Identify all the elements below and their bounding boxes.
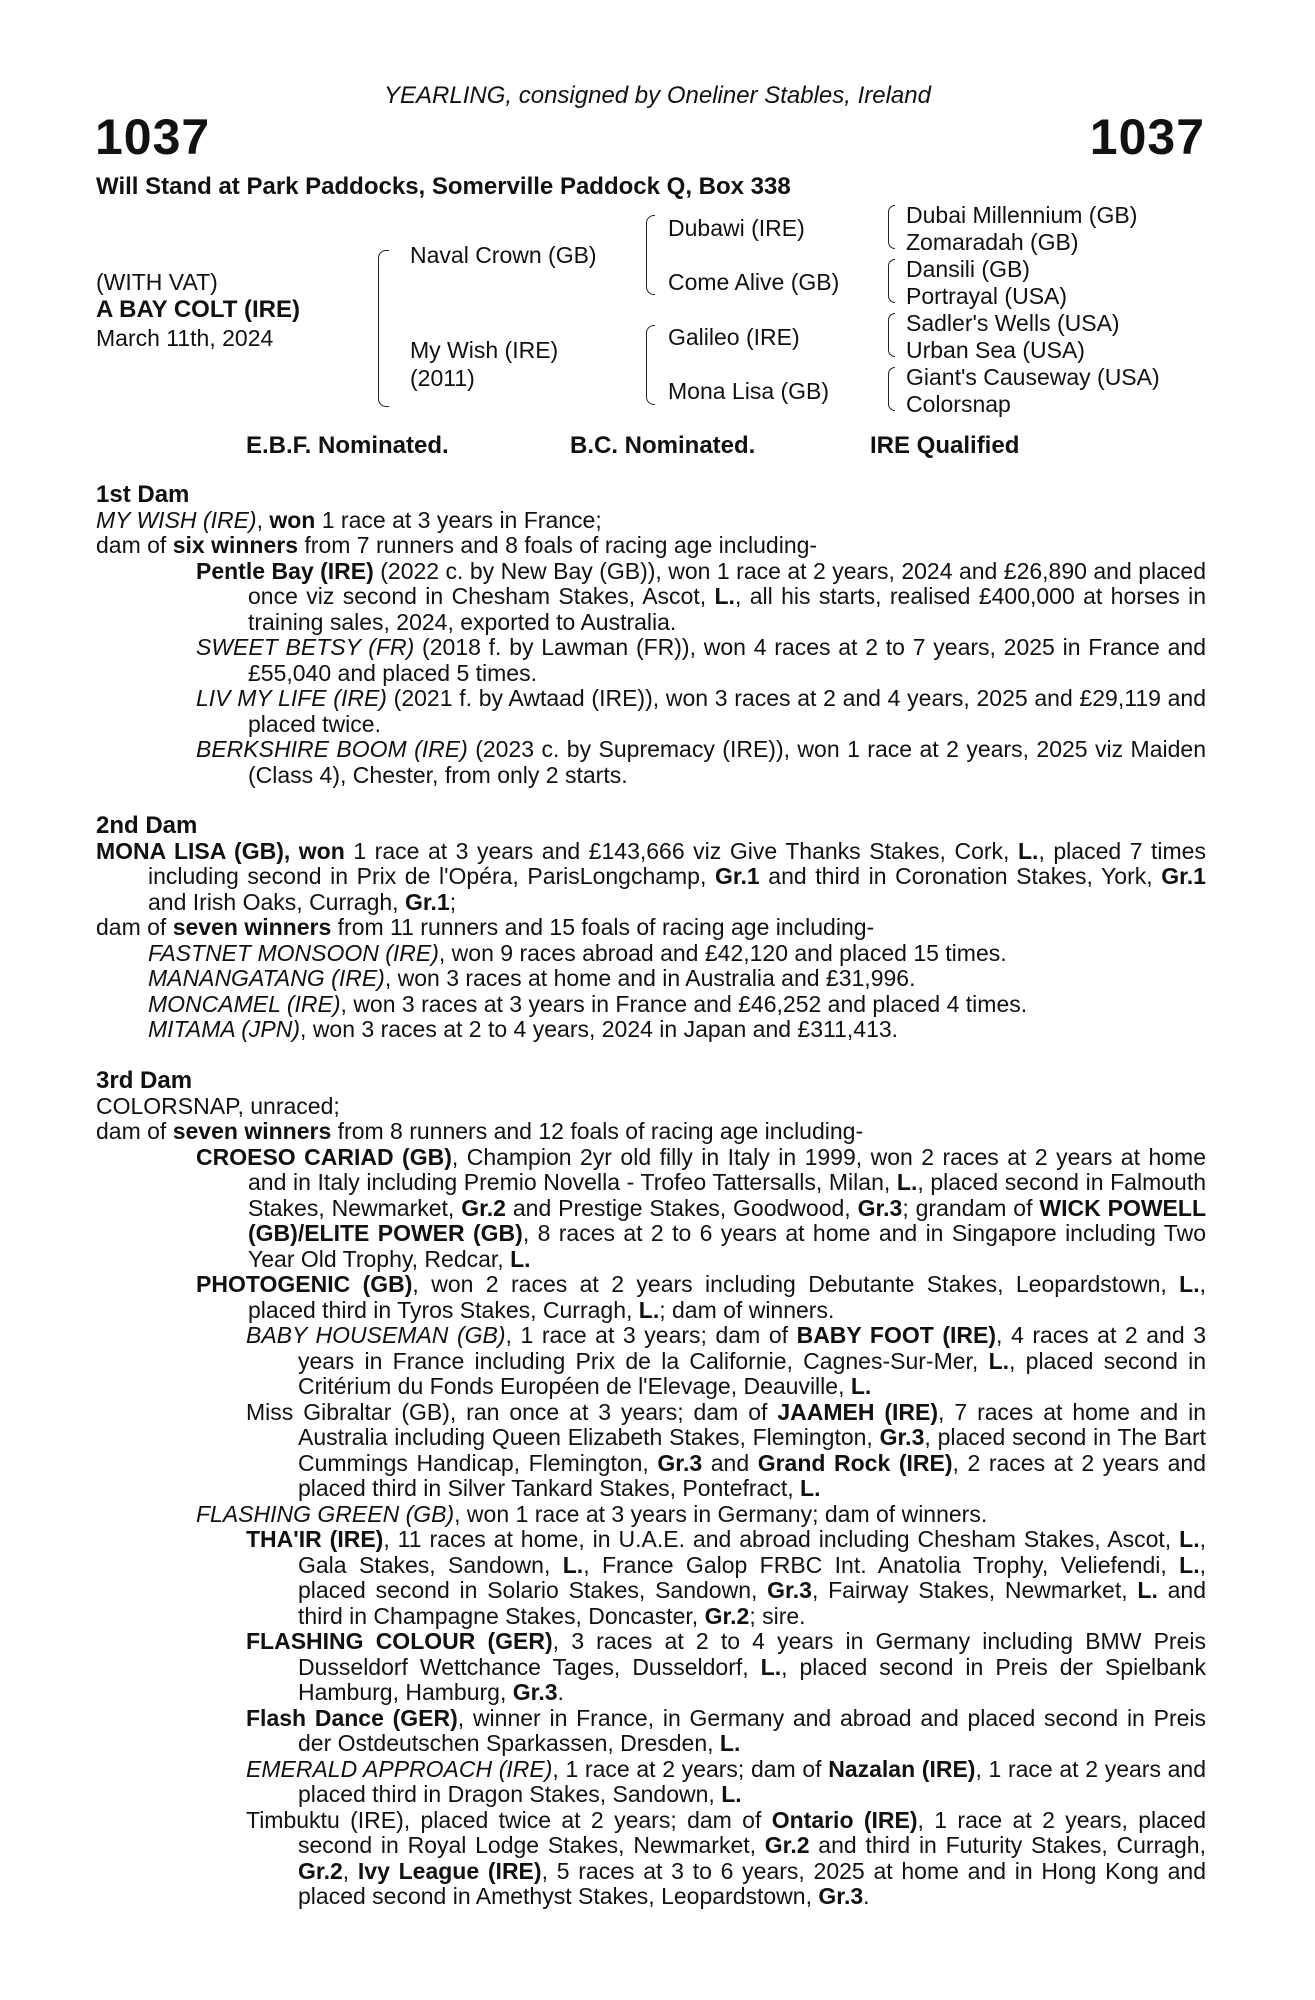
second-dam-produce-line: dam of seven winners from 11 runners and 15 foals of racing age including-: [96, 914, 875, 940]
gen3-8: Colorsnap: [906, 391, 1011, 417]
granddam-dam: Mona Lisa (GB): [668, 378, 830, 404]
gen3-5: Sadler's Wells (USA): [906, 310, 1120, 336]
produce-entry: Flash Dance (GER), winner in France, in Germany and abroad and placed second in Preis der Ostdeutschen Sparkassen, Dresden, L.: [246, 1704, 1207, 1756]
dam-year: (2011): [410, 365, 475, 391]
third-dam-summary: COLORSNAP, unraced;: [96, 1092, 340, 1119]
vat-label: (WITH VAT): [96, 269, 218, 295]
lot-number-left: 1037: [95, 109, 211, 165]
second-dam-section: [96, 813, 1206, 1043]
dam-name: My Wish (IRE): [410, 337, 559, 363]
produce-entry: THA'IR (IRE), 11 races at home, in U.A.E. and abroad including Chesham Stakes, Ascot, L., Gala Stakes, Sandown, L., France Galop FRBC Int. Anatolia Trophy, Veliefendi, L., placed second in Solario Stakes, Sandown, Gr.3, Fairway Stakes, Newmarket, L. and third in Champagne Stakes, Doncaster, Gr.2; sire.: [246, 1526, 1207, 1629]
produce-entry: Miss Gibraltar (GB), ran once at 3 years; dam of JAAMEH (IRE), 7 races at home and in Australia including Queen Elizabeth Stakes, Flemington, Gr.3, placed second in The Bart Cummings Handicap, Flemington, Gr.3 and Grand Rock (IRE), 2 races at 2 years and placed third in Silver Tankard Stakes, Pontefract, L.: [246, 1398, 1207, 1501]
produce-entry: FLASHING COLOUR (GER), 3 races at 2 to 4 years in Germany including BMW Preis Dusseldorf Wettchance Tages, Dusseldorf, L., placed second in Preis der Spielbank Hamburg, Hamburg, Gr.3.: [246, 1628, 1206, 1705]
first-dam-section: [96, 482, 1206, 788]
granddam-sire: Come Alive (GB): [668, 269, 840, 295]
second-dam-heading: 2nd Dam: [96, 812, 198, 839]
produce-entry: SWEET BETSY (FR) (2018 f. by Lawman (FR)), won 4 races at 2 to 7 years, 2025 in France and £55,040 and placed 5 times.: [196, 634, 1206, 686]
gen3-6: Urban Sea (USA): [906, 337, 1085, 363]
foaled-date: March 11th, 2024: [96, 325, 274, 351]
produce-entry: Timbuktu (IRE), placed twice at 2 years; dam of Ontario (IRE), 1 race at 2 years, placed second in Royal Lodge Stakes, Newmarket, Gr.2 and third in Futurity Stakes, Curragh, Gr.2, Ivy League (IRE), 5 races at 3 to 6 years, 2025 at home and in Hong Kong and placed second in Amethyst Stakes, Leopardstown, Gr.3.: [246, 1806, 1206, 1909]
produce-entry: FLASHING GREEN (GB), won 1 race at 3 years in Germany; dam of winners.: [196, 1500, 988, 1527]
ebf-nominated: E.B.F. Nominated.: [246, 432, 449, 459]
first-dam-heading: 1st Dam: [96, 481, 190, 508]
brace-gen3-1: [888, 205, 895, 249]
second-dam-summary: MONA LISA (GB), won 1 race at 3 years and £143,666 viz Give Thanks Stakes, Cork, L., placed 7 times including second in Prix de l'Opéra, ParisLongchamp, Gr.1 and third in Coronation Stakes, York, Gr.1 and Irish Oaks, Curragh, Gr.1;: [96, 837, 1206, 915]
gen3-1: Dubai Millennium (GB): [906, 202, 1138, 228]
brace-gen3-4: [888, 367, 895, 411]
sire-name: Naval Crown (GB): [410, 242, 597, 268]
produce-entry: CROESO CARIAD (GB), Champion 2yr old filly in Italy in 1999, won 2 races at 2 years at home and in Italy including Premio Novella - Trofeo Tattersalls, Milan, L., placed second in Falmouth Stakes, Newmarket, Gr.2 and Prestige Stakes, Goodwood, Gr.3; grandam of WICK POWELL (GB)/ELITE POWER (GB), 8 races at 2 to 6 years at home and in Singapore including Two Year Old Trophy, Redcar, L.: [196, 1143, 1206, 1272]
gen3-7: Giant's Causeway (USA): [906, 364, 1160, 390]
produce-entry: Pentle Bay (IRE) (2022 c. by New Bay (GB)), won 1 race at 2 years, 2024 and £26,890 and placed once viz second in Chesham Stakes, Ascot, L., all his starts, realised £400,000 at horses in training sales, 2024, exported to Australia.: [196, 557, 1207, 635]
gen3-3: Dansili (GB): [906, 256, 1030, 282]
brace-sire-parents: [646, 215, 655, 295]
first-dam-summary: MY WISH (IRE), won 1 race at 3 years in France;: [96, 506, 602, 533]
produce-entry: FASTNET MONSOON (IRE), won 9 races abroad and £42,120 and placed 15 times.: [148, 939, 1007, 966]
produce-entry: MITAMA (JPN), won 3 races at 2 to 4 years, 2024 in Japan and £311,413.: [148, 1016, 899, 1042]
produce-entry: EMERALD APPROACH (IRE), 1 race at 2 years; dam of Nazalan (IRE), 1 race at 2 years and placed third in Dragon Stakes, Sandown, L.: [246, 1755, 1206, 1807]
produce-entry: BABY HOUSEMAN (GB), 1 race at 3 years; dam of BABY FOOT (IRE), 4 races at 2 and 3 years in France including Prix de la Californie, Cagnes-Sur-Mer, L., placed second in Critérium du Fonds Européen de l'Elevage, Deauville, L.: [246, 1322, 1207, 1399]
third-dam-heading: 3rd Dam: [96, 1067, 193, 1094]
third-dam-produce-line: dam of seven winners from 8 runners and 12 foals of racing age including-: [96, 1118, 864, 1144]
grandsire-dam: Galileo (IRE): [668, 324, 800, 350]
gen3-4: Portrayal (USA): [906, 283, 1068, 309]
produce-entry: LIV MY LIFE (IRE) (2021 f. by Awtaad (IRE)), won 3 races at 2 and 4 years, 2025 and £29,119 and placed twice.: [196, 685, 1206, 737]
subject-name: A BAY COLT (IRE): [96, 296, 301, 323]
third-dam-section: [96, 1068, 1206, 1910]
produce-entry: PHOTOGENIC (GB), won 2 races at 2 years including Debutante Stakes, Leopardstown, L., placed third in Tyros Stakes, Curragh, L.; dam of winners.: [196, 1271, 1206, 1323]
brace-dam-parents: [646, 325, 655, 405]
bc-nominated: B.C. Nominated.: [570, 432, 756, 459]
first-dam-produce-line: dam of six winners from 7 runners and 8 foals of racing age including-: [96, 532, 818, 558]
brace-sire-dam: [378, 250, 389, 407]
gen3-2: Zomaradah (GB): [906, 229, 1079, 255]
lot-number-right: 1037: [1089, 109, 1205, 165]
stand-location: Will Stand at Park Paddocks, Somerville Paddock Q, Box 338: [96, 173, 791, 200]
produce-entry: MONCAMEL (IRE), won 3 races at 3 years in France and £46,252 and placed 4 times.: [148, 990, 1028, 1017]
brace-gen3-3: [888, 313, 895, 357]
ire-qualified: IRE Qualified: [870, 432, 1020, 459]
brace-gen3-2: [888, 259, 895, 303]
produce-entry: BERKSHIRE BOOM (IRE) (2023 c. by Supremacy (IRE)), won 1 race at 2 years, 2025 viz Maiden (Class 4), Chester, from only 2 starts.: [196, 736, 1206, 788]
consignment-line: YEARLING, consigned by Oneliner Stables, Ireland: [384, 82, 931, 109]
grandsire-sire: Dubawi (IRE): [668, 215, 805, 241]
produce-entry: MANANGATANG (IRE), won 3 races at home and in Australia and £31,996.: [148, 965, 916, 991]
pedigree-subject: [96, 268, 300, 352]
